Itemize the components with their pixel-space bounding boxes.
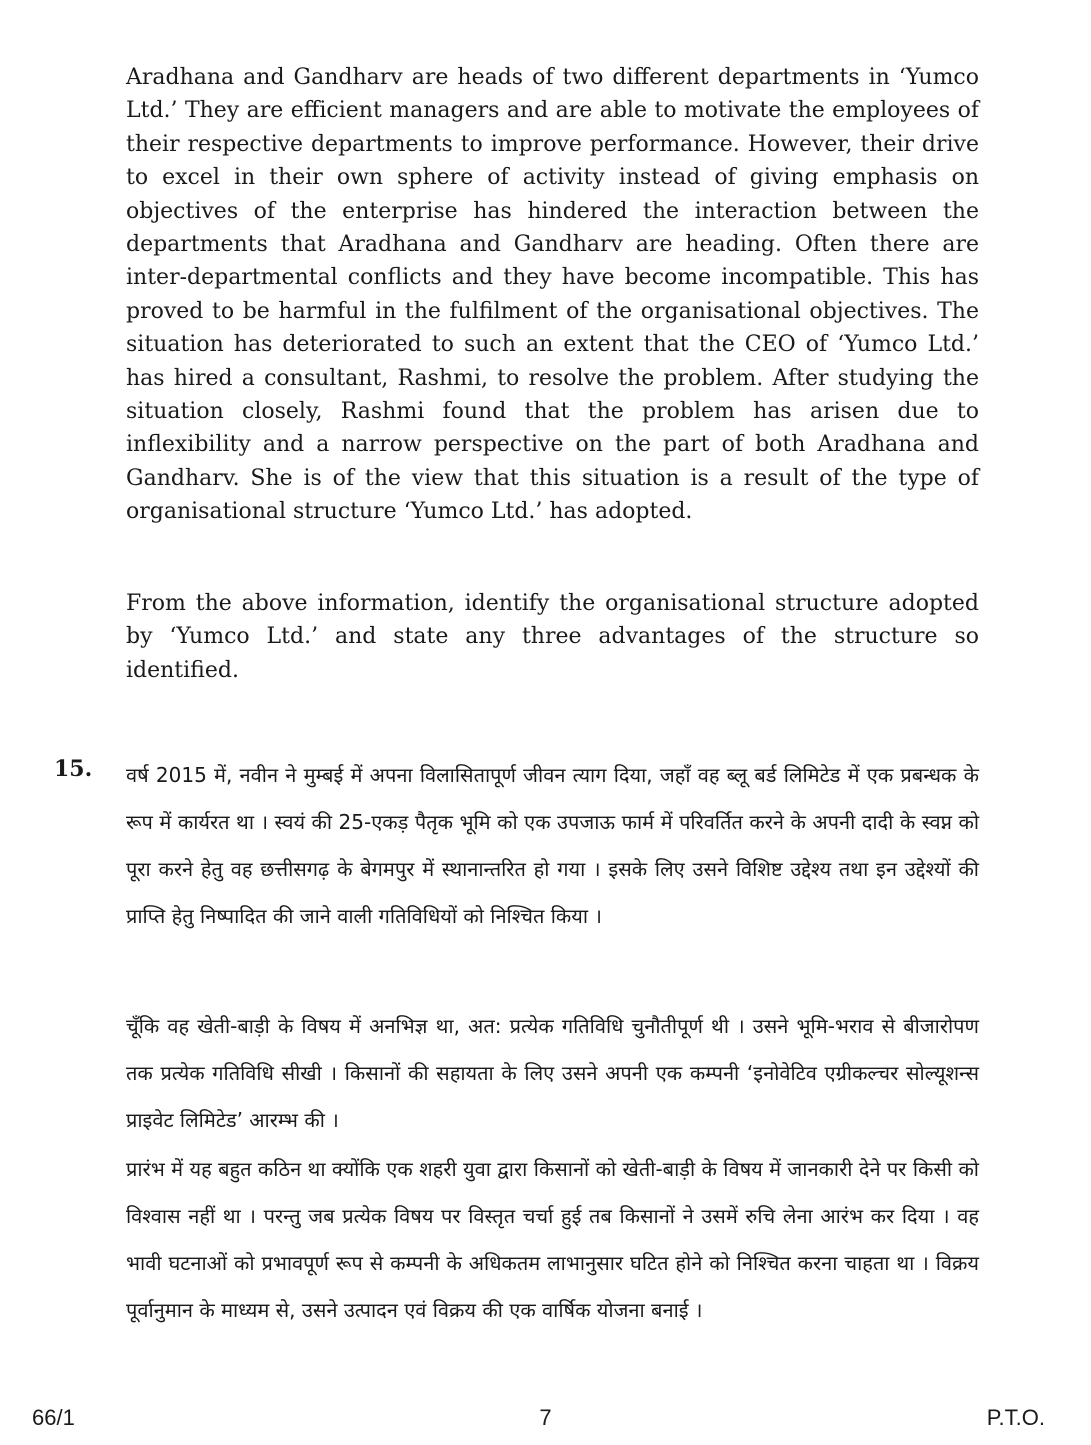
- pto-label: P.T.O.: [986, 1405, 1045, 1430]
- question-prompt: From the above information, identify the organisational structure adopted by ‘Yumco Ltd.’ and state any three advantages of the structure so identified.: [126, 591, 979, 683]
- case-study-paragraph: Aradhana and Gandharv are heads of two different departments in ‘Yumco Ltd.’ They are efficient managers and are able to motivate the employees of their respective departments to improve performance. However, their drive to excel in their own sphere of activity instead of giving emphasis on objectives of the enterprise has hindered the interaction between the departments that Aradhana and Gandharv are heading. Often there are inter-departmental conflicts and they have become incompatible. This has proved to be harmful in the fulfilment of the organisational objectives. The situation has deteriorated to such an extent that the CEO of ‘Yumco Ltd.’ has hired a consultant, Rashmi, to resolve the problem. After studying the situation closely, Rashmi found that the problem has arisen due to inflexibility and a narrow perspective on the part of both Aradhana and Gandharv. She is of the view that this situation is a result of the type of organisational structure ‘Yumco Ltd.’ has adopted.: [126, 65, 979, 525]
- question-number: 15.: [54, 756, 93, 782]
- page-number: 7: [539, 1405, 552, 1430]
- question-paragraph-hindi-3: प्रारंभ में यह बहुत कठिन था क्योंकि एक शहरी युवा द्वारा किसानों को खेती-बाड़ी के विषय में जानकारी देने पर किसी को विश्वास नहीं था । परन्तु जब प्रत्येक विषय पर विस्तृत चर्चा हुई तब किसानों ने उसमें रुचि लेना आरंभ कर दिया । वह भावी घटनाओं को प्रभावपूर्ण रूप से कम्पनी के अधिकतम लाभानुसार घटित होने को निश्चित करना चाहता था । विक्रय पूर्वानुमान के माध्यम से, उसने उत्पादन एवं विक्रय की एक वार्षिक योजना बनाई ।: [126, 1157, 979, 1322]
- question-paragraph-hindi-2: चूँकि वह खेती-बाड़ी के विषय में अनभिज्ञ था, अत: प्रत्येक गतिविधि चुनौतीपूर्ण थी । उसने भूमि-भराव से बीजारोपण तक प्रत्येक गतिविधि सीखी । किसानों की सहायता के लिए उसने अपनी एक कम्पनी ‘इनोवेटिव एग्रीकल्चर सोल्यूशन्स प्राइवेट लिमिटेड’ आरम्भ की ।: [126, 1014, 979, 1132]
- question-paragraph-hindi-1: वर्ष 2015 में, नवीन ने मुम्बई में अपना विलासितापूर्ण जीवन त्याग दिया, जहाँ वह ब्लू बर्ड लिमिटेड में एक प्रबन्धक के रूप में कार्यरत था । स्वयं की 25-एकड़ पैतृक भूमि को एक उपजाऊ फार्म में परिवर्तित करने के अपनी दादी के स्वप्न को पूरा करने हेतु वह छत्तीसगढ़ के बेगमपुर में स्थानान्तरित हो गया । इसके लिए उसने विशिष्ट उद्देश्य तथा इन उद्देश्यों की प्राप्ति हेतु निष्पादित की जाने वाली गतिविधियों को निश्चित किया ।: [126, 763, 979, 928]
- paper-code: 66/1: [32, 1405, 75, 1430]
